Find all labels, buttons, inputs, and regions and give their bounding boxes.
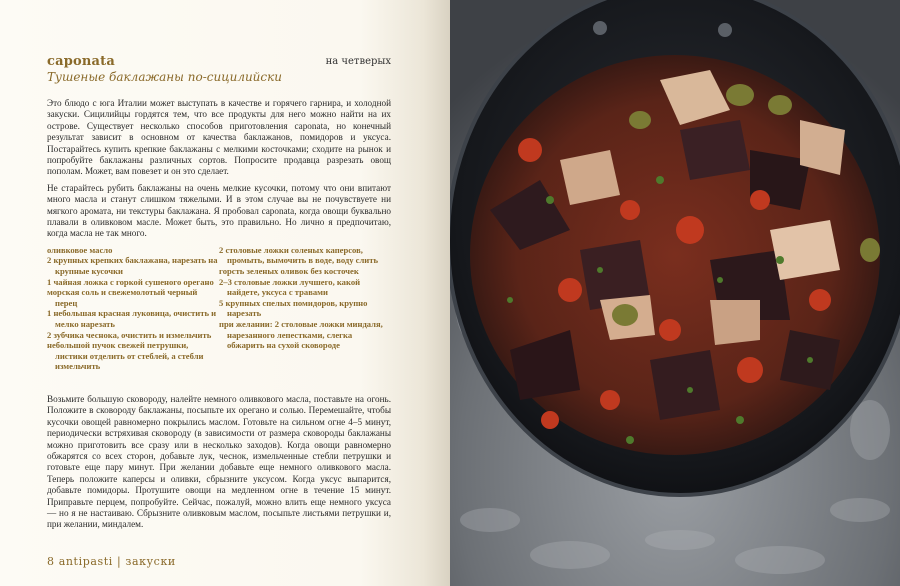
- page-number: 8: [47, 555, 55, 568]
- method-text: Возьмите большую сковороду, налейте немного оливкового масла, поставьте на огонь. Положите в сковороду баклажаны, посыпьте их орегано и солью. Перемешайте, чтобы кусочки овощей равномерно покрылись маслом. Готовьте на сильном огне 4–5 минут, периодически встряхивая сковороду (в зависимости от размера сковороды баклажаны можно приготовить все сразу или в несколько заходов). Когда овощи равномерно обжарятся со всех сторон, добавьте лук, чеснок, измельченные стебли петрушки и готовьте еще пару минут. При желании добавьте еще немного оливкового масла. Теперь положите каперсы и оливки, сбрызните уксусом. Когда уксус выпарится, добавьте помидоры. Протушите овощи на медленном огне в течение 15 минут. Приправьте перцем, попробуйте. Сейчас, пожалуй, можно влить еще немного уксуса — но я не настаиваю. Сбрызните оливковым маслом, посыпьте листьями петрушки и, при желании, миндалем.: [47, 394, 391, 530]
- ingredients-column-left: [47, 245, 219, 372]
- recipe-title: caponata: [47, 54, 116, 69]
- ingredient-item: 2–3 столовые ложки лучшего, какой найдете, уксуса с травами: [219, 276, 361, 298]
- ingredient-item: при желании: 2 столовые ложки миндаля, нарезанного лепестками, слегка обжарить на сухой сковороде: [219, 319, 383, 351]
- intro-paragraph: Не старайтесь рубить баклажаны на очень мелкие кусочки, потому что они впитают много масла и станут слишком тяжелыми. И в этом случае вы не почувствуете ни мягкого аромата, ни текстуры баклажана. Я пробовал caponata, когда овощи буквально плавали в оливковом масле. Может быть, это правильно. Но лично я предпочитаю, когда масла не так много.: [47, 182, 391, 239]
- intro-text: [47, 98, 391, 240]
- ingredient-item: небольшой пучок свежей петрушки, листики отделить от стеблей, а стебли измельчить: [47, 340, 204, 372]
- ingredient-item: 5 крупных спелых помидоров, крупно нарезать: [219, 297, 368, 319]
- pan-rivet: [593, 21, 607, 35]
- ingredients-column-right: [219, 245, 391, 372]
- ingredient-item: оливковое масло: [47, 244, 113, 255]
- ingredient-item: 1 чайная ложка с горкой сушеного орегано: [47, 276, 214, 287]
- recipe-subtitle: Тушеные баклажаны по-сицилийски: [47, 70, 283, 84]
- section-name: antipasti | закуски: [58, 555, 176, 568]
- photo-page: [450, 0, 900, 586]
- ingredient-item: 2 столовые ложки соленых каперсов, промыть, вымочить в воде, воду слить: [219, 244, 379, 266]
- ingredient-item: горсть зеленых оливок без косточек: [219, 266, 359, 277]
- intro-paragraph: Это блюдо с юга Италии может выступать в качестве и горячего гарнира, и холодной закуски. Сицилийцы гордятся тем, что все продукты для него можно найти на их острове. Существует несколько способов приготовления caponata, но конечный результат зависит в основном от качества баклажанов, помидоров и уксуса. Постарайтесь купить крепкие баклажаны с мелкими косточками; сходите на рынок и попробуйте баклажаны различных сортов. Попросите продавца разрезать овощ пополам. Может, вам повезет и он это сделает.: [47, 98, 391, 177]
- ingredient-item: морская соль и свежемолотый черный перец: [47, 287, 198, 308]
- serves-label: на четверых: [325, 56, 391, 67]
- recipe-content: [47, 54, 391, 531]
- caponata-photo: [450, 0, 900, 586]
- ingredient-item: 2 крупных крепких баклажана, нарезать на крупные кусочки: [47, 255, 218, 277]
- ingredient-item: 1 небольшая красная луковица, очистить и мелко нарезать: [47, 308, 217, 330]
- pan-rivet: [718, 23, 732, 37]
- page-footer: [47, 555, 176, 568]
- ingredient-item: 2 зубчика чеснока, очистить и измельчить: [47, 329, 212, 340]
- ingredients-list: [47, 245, 391, 372]
